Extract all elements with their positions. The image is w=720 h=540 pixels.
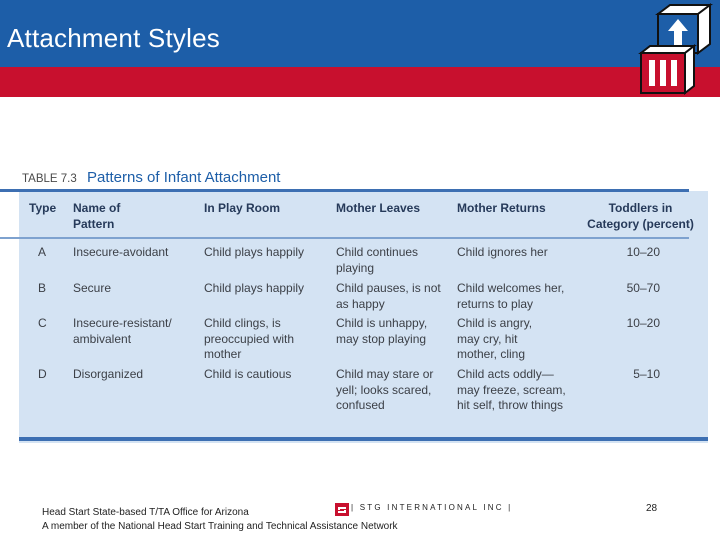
column-header-percent: Toddlers in Category (percent) — [587, 201, 694, 231]
table-title: Patterns of Infant Attachment — [87, 169, 281, 186]
table-cell-returns: Child is angry, may cry, hit mother, cling — [457, 316, 533, 361]
table-cell-pattern: Insecure-avoidant — [73, 245, 169, 259]
table-cell-play: Child is cautious — [204, 367, 292, 381]
table-cell-leaves: Child may stare or yell; looks scared, confused — [336, 367, 434, 412]
table-cell-leaves: Child is unhappy, may stop playing — [336, 316, 428, 346]
table-caption — [19, 167, 708, 191]
table-top-rule — [0, 189, 689, 192]
table-label: TABLE 7.3 — [22, 173, 77, 185]
footer-network: A member of the National Head Start Training and Technical Assistance Network — [42, 521, 398, 532]
slide-title: Attachment Styles — [7, 23, 220, 53]
table-cell-percent: 5–10 — [633, 367, 660, 381]
column-header-play-room: In Play Room — [204, 201, 281, 215]
header-rule — [0, 237, 689, 239]
table-cell-play: Child plays happily — [204, 281, 305, 295]
table-cell-type: A — [38, 245, 47, 259]
column-header-mother-leaves: Mother Leaves — [336, 201, 421, 215]
table-cell-returns: Child acts oddly— may freeze, scream, hit self, throw things — [457, 367, 566, 412]
stg-logo-icon — [335, 503, 349, 516]
table-cell-leaves: Child pauses, is not as happy — [336, 281, 441, 311]
table-cell-pattern: Insecure-resistant/ ambivalent — [73, 316, 172, 346]
table-cell-play: Child plays happily — [204, 245, 305, 259]
table-cell-returns: Child ignores her — [457, 245, 548, 259]
table-cell-type: B — [38, 281, 47, 295]
table-cell-type: C — [38, 316, 47, 330]
table-cell-percent: 10–20 — [626, 316, 660, 330]
header-stripe — [0, 67, 720, 97]
table-cell-pattern: Disorganized — [73, 367, 144, 381]
column-header-mother-returns: Mother Returns — [457, 201, 546, 215]
column-header-type: Type — [29, 201, 57, 215]
alphabet-blocks-icon — [636, 2, 720, 96]
table-cell-pattern: Secure — [73, 281, 112, 295]
table-cell-percent: 50–70 — [626, 281, 660, 295]
page-number: 28 — [646, 503, 658, 514]
table-cell-leaves: Child continues playing — [336, 245, 419, 275]
table-cell-percent: 10–20 — [626, 245, 660, 259]
table-cell-type: D — [38, 367, 47, 381]
partner-name: | STG INTERNATIONAL INC | — [351, 503, 513, 512]
table-cell-returns: Child welcomes her, returns to play — [457, 281, 565, 311]
table-cell-play: Child clings, is preoccupied with mother — [204, 316, 295, 361]
footer-office: Head Start State-based T/TA Office for Arizona — [42, 507, 249, 518]
table-bottom-rule — [19, 437, 708, 441]
column-header-pattern: Name of Pattern — [73, 201, 121, 231]
